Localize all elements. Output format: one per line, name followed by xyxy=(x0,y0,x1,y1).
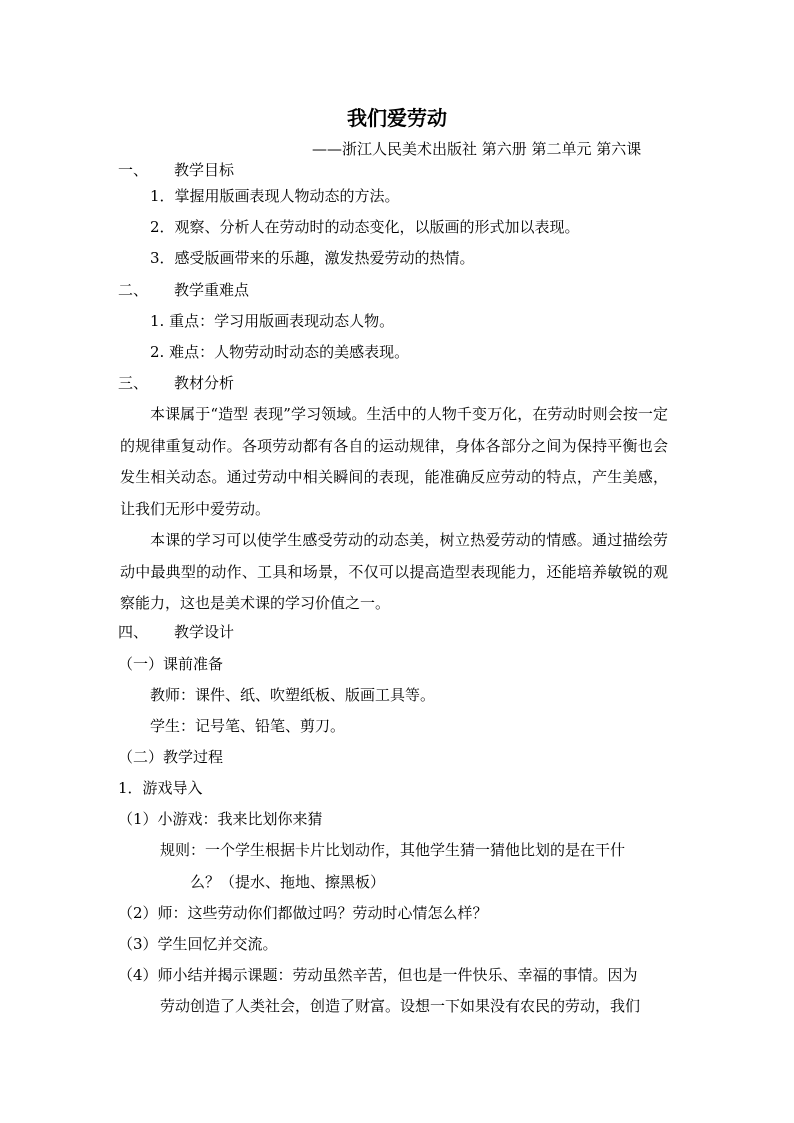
analysis-paragraph: 本课属于“造型 表现”学习领域。生活中的人物千变万化，在劳动时则会按一定的规律重复动作。各项劳动都有各自的运动规律，身体各部分之间为保持平衡也会发生相关动态。通过劳动中相关瞬间的表现，能准确反应劳动的特点，产生美感，让我们无形中爱劳动。 xyxy=(120,405,668,518)
section-heading-design xyxy=(118,622,234,642)
subsection-heading: （一）课前准备 xyxy=(118,655,224,673)
rule-text: 么？（提水、拖地、擦黑板） xyxy=(190,873,386,891)
student-prep: 学生：记号笔、铅笔、剪刀。 xyxy=(150,717,346,735)
section-number: 四、 xyxy=(118,623,149,641)
step-heading: 1．游戏导入 xyxy=(118,779,203,797)
section-title: 教学目标 xyxy=(174,161,235,179)
list-item: 2. 难点：人物劳动时动态的美感表现。 xyxy=(150,343,410,361)
section-title: 教学设计 xyxy=(174,623,235,641)
section-heading-objectives xyxy=(118,160,234,180)
section-heading-analysis xyxy=(118,373,234,393)
section-heading-key-points xyxy=(118,280,249,300)
rule-text: 规则：一个学生根据卡片比划动作，其他学生猜一猜他比划的是在干什 xyxy=(160,841,626,859)
teacher-prep: 教师：课件、纸、吹塑纸板、版画工具等。 xyxy=(150,686,436,704)
document-subtitle: ——浙江人民美术出版社 第六册 第二单元 第六课 xyxy=(312,140,642,158)
subsection-heading: （二）教学过程 xyxy=(118,748,224,766)
analysis-paragraph: 本课的学习可以使学生感受劳动的动态美，树立热爱劳动的情感。通过描绘劳动中最典型的动作、工具和场景，不仅可以提高造型表现能力，还能培养敏锐的观察能力，这也是美术课的学习价值之一。 xyxy=(120,531,668,612)
list-item: （4）师小结并揭示课题：劳动虽然辛苦，但也是一件快乐、幸福的事情。因为 xyxy=(118,966,638,984)
list-item: 3．感受版画带来的乐趣，激发热爱劳动的热情。 xyxy=(150,249,475,267)
list-item: 2．观察、分析人在劳动时的动态变化，以版画的形式加以表现。 xyxy=(150,218,580,236)
list-item-continuation: 劳动创造了人类社会，创造了财富。设想一下如果没有农民的劳动，我们 xyxy=(160,997,641,1015)
section-title: 教材分析 xyxy=(174,374,235,392)
document-title: 我们爱劳动 xyxy=(347,106,447,130)
section-title: 教学重难点 xyxy=(174,281,250,299)
section-number: 二、 xyxy=(118,281,149,299)
section-number: 三、 xyxy=(118,374,149,392)
list-item: 1. 重点：学习用版画表现动态人物。 xyxy=(150,312,395,330)
list-item: （1）小游戏：我来比划你来猜 xyxy=(118,810,323,828)
list-item: （3）学生回忆并交流。 xyxy=(118,935,278,953)
section-number: 一、 xyxy=(118,161,149,179)
list-item: 1．掌握用版画表现人物动态的方法。 xyxy=(150,187,400,205)
list-item: （2）师：这些劳动你们都做过吗？劳动时心情怎么样？ xyxy=(118,904,488,922)
